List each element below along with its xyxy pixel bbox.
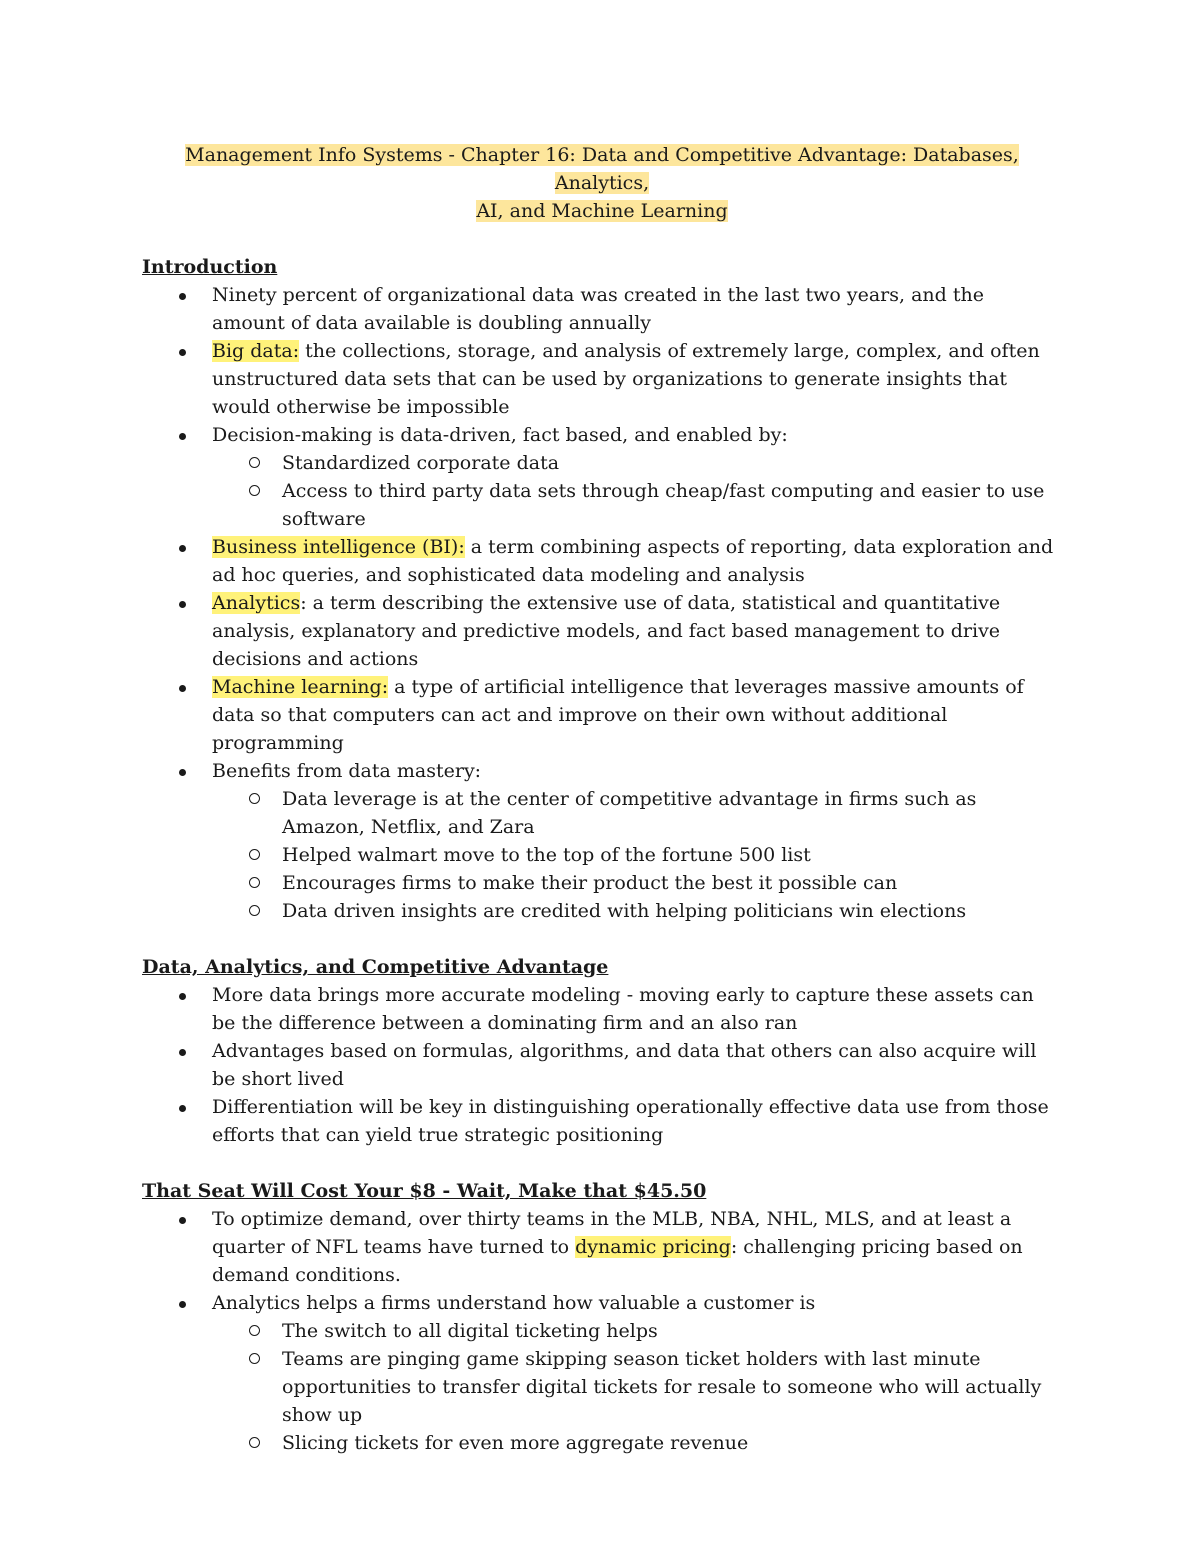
bullet-dot-icon — [179, 1217, 186, 1224]
sections-container — [142, 253, 1062, 1457]
sub-list-item — [212, 1317, 1062, 1345]
list-item — [142, 337, 1062, 421]
sub-item-text: Data driven insights are credited with helping politicians win elections — [282, 900, 967, 922]
sub-item-text: Data leverage is at the center of competitive advantage in firms such as Amazon, Netflix, and Zara — [282, 788, 977, 838]
list-item — [142, 757, 1062, 925]
hollow-bullet-icon — [249, 877, 260, 888]
hollow-bullet-icon — [249, 1353, 260, 1364]
sub-list-item — [212, 785, 1062, 841]
highlighted-term: Analytics — [212, 592, 301, 614]
bullet-dot-icon — [179, 545, 186, 552]
list-item — [142, 981, 1062, 1037]
list-item — [142, 281, 1062, 337]
bullet-list — [142, 281, 1062, 925]
hollow-bullet-icon — [249, 849, 260, 860]
sub-item-text: Teams are pinging game skipping season ticket holders with last minute opportunities to transfer digital tickets for resale to someone who will actually show up — [282, 1348, 1042, 1426]
bullet-dot-icon — [179, 1049, 186, 1056]
highlighted-term: Machine learning: — [212, 676, 389, 698]
hollow-bullet-icon — [249, 1325, 260, 1336]
list-item — [142, 1093, 1062, 1149]
sub-list-item — [212, 869, 1062, 897]
item-text: More data brings more accurate modeling - moving early to capture these assets can be the difference between a dominating firm and an also ran — [212, 984, 1034, 1034]
bullet-dot-icon — [179, 1105, 186, 1112]
sub-list-item — [212, 1429, 1062, 1457]
item-text: Advantages based on formulas, algorithms, and data that others can also acquire will be short lived — [212, 1040, 1037, 1090]
sub-item-text: Encourages firms to make their product the best it possible can — [282, 872, 898, 894]
item-text: Ninety percent of organizational data was created in the last two years, and the amount of data available is doubling annually — [212, 284, 984, 334]
sub-bullet-list — [212, 1317, 1062, 1457]
title-line-2: AI, and Machine Learning — [476, 200, 728, 222]
list-item — [142, 589, 1062, 673]
bullet-dot-icon — [179, 601, 186, 608]
bullet-dot-icon — [179, 349, 186, 356]
sub-bullet-list — [212, 785, 1062, 925]
bullet-dot-icon — [179, 1301, 186, 1308]
sub-list-item — [212, 449, 1062, 477]
hollow-bullet-icon — [249, 485, 260, 496]
item-text: Benefits from data mastery: — [212, 760, 482, 782]
item-text: a term combining aspects of reporting, data exploration and ad hoc queries, and sophisticated data modeling and analysis — [212, 536, 1054, 586]
item-text: Decision-making is data-driven, fact based, and enabled by: — [212, 424, 788, 446]
bullet-dot-icon — [179, 685, 186, 692]
title-line-1: Management Info Systems - Chapter 16: Data and Competitive Advantage: Databases, Analytics, — [185, 144, 1019, 194]
list-item — [142, 1037, 1062, 1093]
item-text: : a term describing the extensive use of data, statistical and quantitative analysis, explanatory and predictive models, and fact based management to drive decisions and actions — [212, 592, 1001, 670]
item-text: To optimize demand, over thirty teams in the MLB, NBA, NHL, MLS, and at least a quarter of NFL teams have turned to — [212, 1208, 1012, 1258]
bullet-list — [142, 1205, 1062, 1457]
item-text: the collections, storage, and analysis of extremely large, complex, and often unstructured data sets that can be used by organizations to generate insights that would otherwise be impossible — [212, 340, 1040, 418]
hollow-bullet-icon — [249, 793, 260, 804]
bullet-dot-icon — [179, 293, 186, 300]
item-text: Differentiation will be key in distinguishing operationally effective data use from those efforts that can yield true strategic positioning — [212, 1096, 1049, 1146]
hollow-bullet-icon — [249, 905, 260, 916]
item-text: : challenging pricing based on demand conditions. — [212, 1236, 1023, 1286]
document-page — [142, 141, 1062, 1457]
list-item — [142, 533, 1062, 589]
highlighted-term: Big data: — [212, 340, 300, 362]
list-item — [142, 1205, 1062, 1289]
list-item — [142, 1289, 1062, 1457]
bullet-dot-icon — [179, 433, 186, 440]
section-heading: That Seat Will Cost Your $8 - Wait, Make that $45.50 — [142, 1180, 707, 1202]
hollow-bullet-icon — [249, 1437, 260, 1448]
hollow-bullet-icon — [249, 457, 260, 468]
list-item — [142, 673, 1062, 757]
section-heading: Introduction — [142, 256, 278, 278]
sub-bullet-list — [212, 449, 1062, 533]
item-text: Analytics helps a firms understand how valuable a customer is — [212, 1292, 816, 1314]
document-title — [142, 141, 1062, 225]
item-text: a type of artificial intelligence that leverages massive amounts of data so that computers can act and improve on their own without additional programming — [212, 676, 1024, 754]
section-heading: Data, Analytics, and Competitive Advantage — [142, 956, 609, 978]
sub-item-text: The switch to all digital ticketing helps — [282, 1320, 658, 1342]
sub-list-item — [212, 841, 1062, 869]
highlighted-term: dynamic pricing — [575, 1236, 731, 1258]
bullet-dot-icon — [179, 769, 186, 776]
bullet-list — [142, 981, 1062, 1149]
sub-list-item — [212, 897, 1062, 925]
sub-item-text: Access to third party data sets through cheap/fast computing and easier to use software — [282, 480, 1045, 530]
sub-list-item — [212, 1345, 1062, 1429]
sub-item-text: Slicing tickets for even more aggregate revenue — [282, 1432, 749, 1454]
sub-list-item — [212, 477, 1062, 533]
sub-item-text: Helped walmart move to the top of the fortune 500 list — [282, 844, 811, 866]
sub-item-text: Standardized corporate data — [282, 452, 560, 474]
list-item — [142, 421, 1062, 533]
highlighted-term: Business intelligence (BI): — [212, 536, 465, 558]
bullet-dot-icon — [179, 993, 186, 1000]
